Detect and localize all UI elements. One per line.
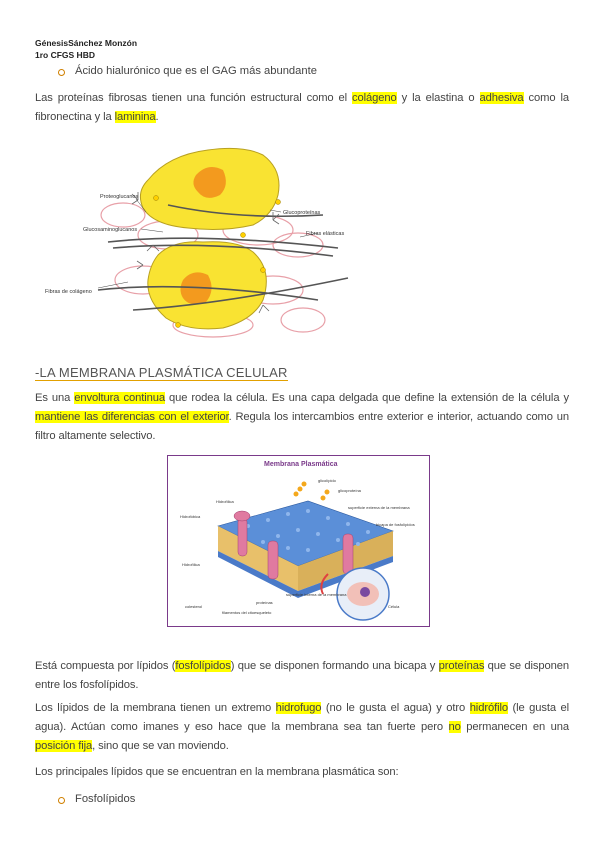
- paragraph-lipidos: Los lípidos de la membrana tienen un extremo hidrofugo (no le gusta el agua) y otro hidrófilo (le gusta el agua). Actúan como imanes y eso hace que la membrana sea tan fuerte pero no permanecen en una posición fija, sino que se van moviendo.: [35, 702, 569, 752]
- highlight-adhesiva: adhesiva: [479, 92, 524, 104]
- inset-nucleus: [360, 587, 370, 597]
- paragraph-membrana: Es una envoltura continua que rodea la célula. Es una capa delgada que define la extensión de la célula y mantiene las diferencias con el exterior. Regula los intercambios entre exterior e interior, actuando como un filtro altamente selectivo.: [35, 392, 569, 442]
- label-celula: Célula: [388, 604, 400, 609]
- highlight-envoltura: envoltura continua: [74, 392, 165, 404]
- label-fibras-colageno: Fibras de colágeno: [45, 289, 92, 295]
- plasma-membrane-figure: [167, 455, 430, 627]
- figure-title: Membrana Plasmática: [264, 461, 338, 468]
- bullet-circle-icon: [58, 797, 65, 804]
- paragraph-composicion: Está compuesta por lípidos (fosfolípidos) que se disponen formando una bicapa y proteínas que se disponen entre los fosfolípidos.: [35, 660, 569, 691]
- label-fibras-elasticas: Fibras elásticas: [306, 231, 345, 237]
- highlight-no: no: [448, 721, 461, 733]
- label-hidrofilica-bottom: Hidrofílica: [182, 562, 200, 567]
- label-hidrofilica-top: Hidrofílica: [216, 499, 234, 504]
- label-glucoproteinas: Glucoproteínas: [283, 210, 321, 216]
- bullet-circle-icon: [58, 69, 65, 76]
- highlight-fosfolipidos: fosfolípidos: [175, 660, 231, 672]
- label-proteinas: proteínas: [256, 600, 273, 605]
- label-hidrofobica: Hidrofóbica: [180, 514, 201, 519]
- extracellular-matrix-figure: [38, 140, 378, 345]
- document-header: [35, 37, 137, 61]
- label-bicapa: bicapa de fosfolípidos: [376, 522, 415, 527]
- highlight-proteinas: proteínas: [438, 660, 485, 672]
- label-glicoproteina: glicoproteína: [338, 488, 361, 493]
- label-glicolipido: glicolípido: [318, 478, 336, 483]
- paragraph-principales-lipidos: Los principales lípidos que se encuentran en la membrana plasmática son:: [35, 766, 399, 778]
- highlight-posicion-fija: posición fija: [35, 740, 93, 752]
- glycolipid-chain: [294, 482, 330, 501]
- course-name: 1ro CFGS HBD: [35, 50, 95, 60]
- label-glucosaminoglucanos: Glucosaminoglucanos: [83, 227, 138, 233]
- label-superficie-interna: superficie interna de la membrana: [286, 592, 347, 597]
- label-superficie-externa: superficie externa de la membrana: [348, 505, 410, 510]
- label-filamentos: filamentos del citoesqueleto: [222, 610, 272, 615]
- paragraph-proteinas-fibrosas: Las proteínas fibrosas tienen una función estructural como el colágeno y la elastina o adhesiva como la fibronectina y la laminina.: [35, 92, 569, 123]
- highlight-colageno: colágeno: [352, 92, 397, 104]
- highlight-hidrofilo: hidrófilo: [469, 702, 508, 714]
- highlight-hidrofugo: hidrofugo: [275, 702, 322, 714]
- author-name: GénesisSánchez Monzón: [35, 38, 138, 48]
- label-proteoglucanos: Proteoglucanos: [100, 194, 139, 200]
- section-heading: -LA MEMBRANA PLASMÁTICA CELULAR: [35, 365, 288, 380]
- highlight-diferencias: mantiene las diferencias con el exterior: [35, 411, 229, 423]
- highlight-laminina: laminina: [114, 111, 156, 123]
- heading-underline: [35, 380, 288, 381]
- label-colesterol: colesterol: [185, 604, 203, 609]
